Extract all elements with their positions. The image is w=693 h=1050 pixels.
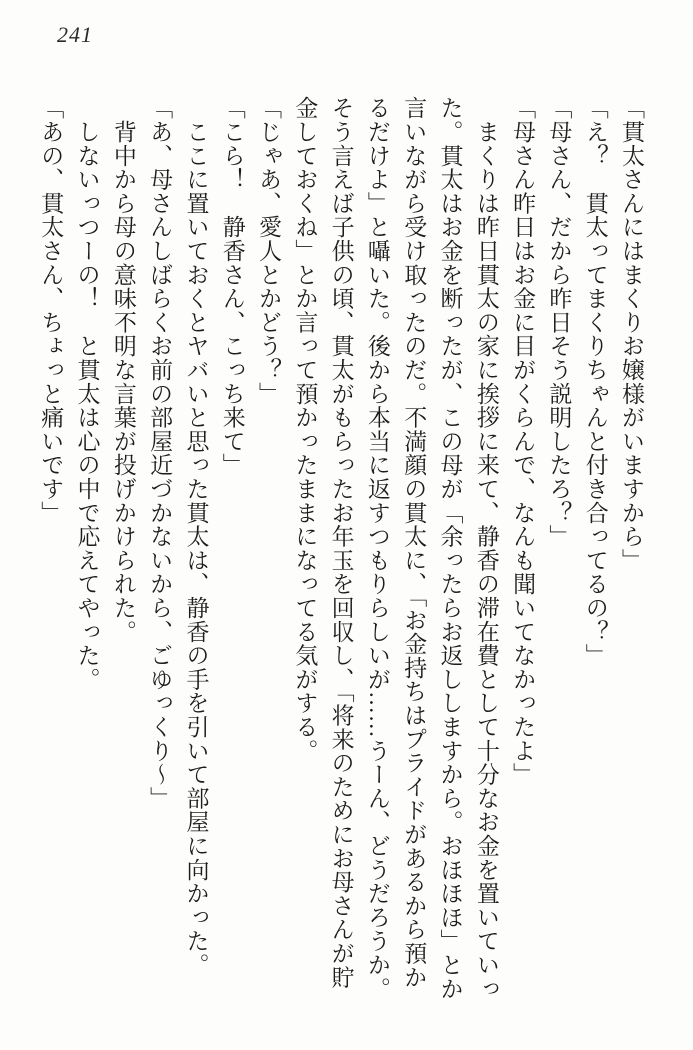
dialogue-line-5: 「じゃあ、愛人とかどう？」 (256, 96, 282, 406)
narration-paragraph-3: 背中から母の意味不明な言葉が投げかけられた。 (110, 96, 136, 644)
vertical-text-block (31, 96, 649, 1002)
dialogue-line-2: 「え？ 貫太ってまくりちゃんと付き合ってるの？」 (582, 96, 608, 668)
dialogue-line-6: 「こら！ 静香さん、こっち来て」 (219, 96, 245, 477)
page-number: 241 (57, 22, 93, 47)
narration-paragraph-2: ここに置いておくとヤバいと思った貫太は、静香の手を引いて部屋に向かった。 (183, 96, 209, 977)
narration-paragraph-4: しないっつーの！ と貫太は心の中で応えてやった。 (74, 96, 100, 691)
dialogue-line-8: 「あの、貫太さん、ちょっと痛いです」 (38, 96, 64, 525)
dialogue-line-3: 「母さん、だから昨日そう説明したろ？」 (546, 96, 572, 549)
dialogue-line-1: 「貫太さんにはまくりお嬢様がいますから」 (619, 96, 644, 572)
dialogue-line-7: 「あ、母さんしばらくお前の部屋近づかないから、ごゆっくり〜」 (147, 96, 173, 810)
narration-paragraph-1: まくりは昨日貫太の家に挨拶に来て、静香の滞在費として十分なお金を置いていった。貫太はお金を断ったが、この母が「余ったらお返ししますから。おほほほ」とか言いながら受け取ったのだ。不満顔の貫太に、「お金持ちはプライドがあるから預かるだけよ」と囁いた。後から本当に返すつもりらしいが……うーん、どうだろうか。そう言えば子供の頃、貫太がもらったお年玉を回収し、「将来のためにお母さんが貯金しておくね」とか言って預かったままになってる気がする。 (292, 96, 499, 1001)
dialogue-line-4: 「母さん昨日はお金に目がくらんで、なんも聞いてなかったよ」 (510, 96, 536, 787)
